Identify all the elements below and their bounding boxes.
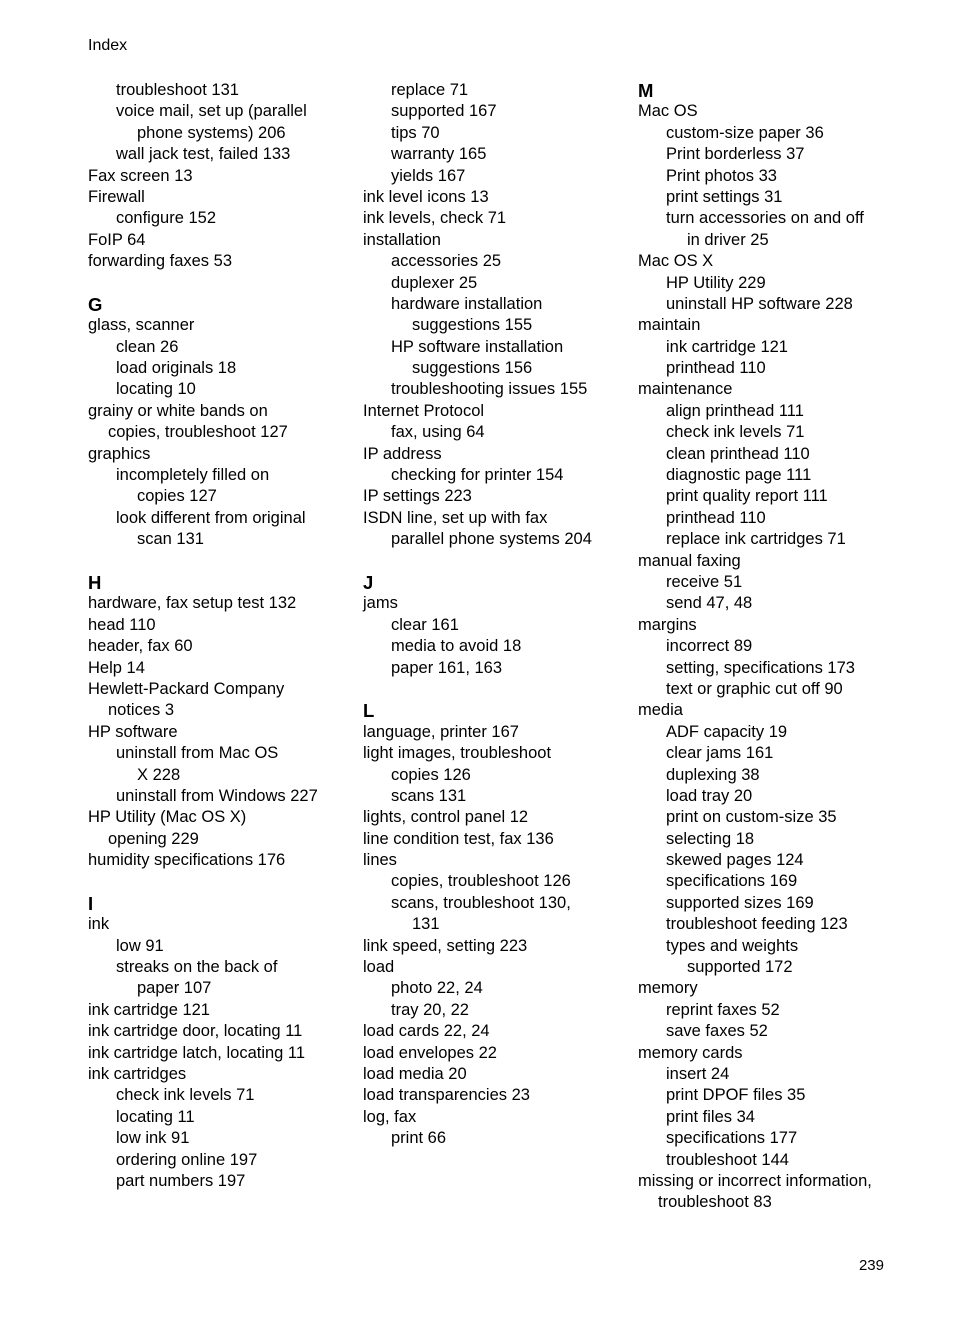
- index-section-letter: I: [88, 892, 94, 914]
- index-subentry: warranty 165: [391, 145, 487, 164]
- index-entry: grainy or white bands on: [88, 401, 268, 420]
- index-subentry: photo 22, 24: [391, 979, 483, 998]
- index-subentry: scans 131: [391, 786, 467, 805]
- index-subentry: suggestions 155: [412, 316, 533, 335]
- index-subentry: send 47, 48: [666, 594, 753, 613]
- index-subentry: troubleshoot 131: [116, 81, 239, 99]
- index-subentry: selecting 18: [666, 829, 755, 848]
- index-subentry: HP software installation: [391, 337, 564, 356]
- index-subentry: replace 71: [391, 81, 469, 99]
- index-entry: IP settings 223: [363, 487, 472, 506]
- index-entry: ink cartridge 121: [88, 1000, 210, 1019]
- index-entry: line condition test, fax 136: [363, 829, 554, 848]
- index-subentry: specifications 169: [666, 872, 798, 891]
- index-entry: Internet Protocol: [363, 401, 485, 420]
- index-subentry: parallel phone systems 204: [391, 530, 592, 549]
- index-entry: load cards 22, 24: [363, 1022, 490, 1041]
- index-subentry: look different from original: [116, 508, 306, 527]
- index-subentry: setting, specifications 173: [666, 658, 855, 677]
- index-entry: Hewlett-Packard Company: [88, 679, 285, 698]
- index-subentry: duplexer 25: [391, 273, 478, 292]
- index-subentry: fax, using 64: [391, 423, 485, 442]
- index-entry: media: [638, 701, 683, 720]
- index-entry: graphics: [88, 444, 151, 463]
- index-subentry: types and weights: [666, 936, 799, 955]
- index-subentry: copies 126: [391, 765, 471, 784]
- index-subentry: turn accessories on and off: [666, 209, 864, 228]
- index-entry: HP Utility (Mac OS X): [88, 808, 247, 827]
- index-entry: maintain: [638, 316, 701, 335]
- index-entry: humidity specifications 176: [88, 851, 286, 870]
- index-subentry: 131: [412, 915, 440, 934]
- index-subentry: checking for printer 154: [391, 466, 564, 485]
- index-subentry: check ink levels 71: [116, 1086, 255, 1105]
- index-subentry: supported sizes 169: [666, 893, 814, 912]
- index-subentry: Print photos 33: [666, 166, 777, 185]
- index-subentry: suggestions 156: [412, 359, 533, 378]
- index-entry: Fax screen 13: [88, 166, 193, 185]
- index-subentry: supported 172: [687, 958, 793, 977]
- index-column-3: [638, 80, 900, 1214]
- index-subentry: reprint faxes 52: [666, 1000, 780, 1019]
- index-entry: language, printer 167: [363, 722, 519, 741]
- index-subentry: copies 127: [137, 487, 217, 506]
- index-entry: jams: [363, 594, 398, 613]
- index-entry: load transparencies 23: [363, 1086, 530, 1105]
- index-subentry: load tray 20: [666, 786, 753, 805]
- index-entry: missing or incorrect information,: [638, 1171, 872, 1190]
- index-section-letter: M: [638, 80, 654, 101]
- index-entry: lights, control panel 12: [363, 808, 529, 827]
- index-subentry: save faxes 52: [666, 1022, 768, 1041]
- index-subentry: phone systems) 206: [137, 123, 286, 142]
- index-subentry: print quality report 111: [666, 487, 828, 506]
- index-entry: maintenance: [638, 380, 733, 399]
- index-section-letter: G: [88, 293, 103, 315]
- index-entry: copies, troubleshoot 127: [108, 423, 288, 442]
- index-entry: Mac OS X: [638, 252, 714, 271]
- index-entry: light images, troubleshoot: [363, 744, 552, 763]
- index-subentry: diagnostic page 111: [666, 466, 812, 485]
- index-subentry: streaks on the back of: [116, 958, 278, 977]
- index-subentry: specifications 177: [666, 1129, 798, 1148]
- index-subentry: part numbers 197: [116, 1171, 246, 1190]
- index-subentry: uninstall from Mac OS: [116, 744, 279, 763]
- index-subentry: paper 161, 163: [391, 658, 503, 677]
- index-subentry: print 66: [391, 1129, 447, 1148]
- index-subentry: replace ink cartridges 71: [666, 530, 846, 549]
- index-entry: load envelopes 22: [363, 1043, 497, 1062]
- index-entry: load: [363, 958, 395, 977]
- index-subentry: configure 152: [116, 209, 216, 228]
- index-subentry: duplexing 38: [666, 765, 760, 784]
- index-section-letter: J: [363, 571, 374, 593]
- index-entry: troubleshoot 83: [658, 1193, 772, 1212]
- index-entry: Mac OS: [638, 102, 698, 121]
- index-subentry: scans, troubleshoot 130,: [391, 893, 571, 912]
- index-subentry: wall jack test, failed 133: [116, 145, 291, 164]
- index-entry: Firewall: [88, 187, 145, 206]
- index-entry: glass, scanner: [88, 316, 195, 335]
- index-subentry: in driver 25: [687, 230, 769, 249]
- index-subentry: clean printhead 110: [666, 444, 810, 463]
- index-entry: Help 14: [88, 658, 145, 677]
- index-entry: load media 20: [363, 1064, 467, 1083]
- index-entry: ink cartridge latch, locating 11: [88, 1043, 306, 1062]
- index-subentry: incorrect 89: [666, 637, 753, 656]
- index-subentry: troubleshooting issues 155: [391, 380, 588, 399]
- index-subentry: incompletely filled on: [116, 466, 270, 485]
- index-entry: forwarding faxes 53: [88, 252, 232, 271]
- index-entry: manual faxing: [638, 551, 741, 570]
- index-entry: ink cartridge door, locating 11: [88, 1022, 303, 1041]
- index-subentry: tips 70: [391, 123, 440, 142]
- index-subentry: supported 167: [391, 102, 497, 121]
- index-subentry: check ink levels 71: [666, 423, 805, 442]
- index-subentry: troubleshoot 144: [666, 1150, 789, 1169]
- index-entry: ink levels, check 71: [363, 209, 507, 228]
- index-subentry: print settings 31: [666, 187, 783, 206]
- index-subentry: voice mail, set up (parallel: [116, 102, 307, 121]
- index-subentry: low ink 91: [116, 1129, 190, 1148]
- index-subentry: text or graphic cut off 90: [666, 679, 843, 698]
- index-entry: ink: [88, 915, 110, 934]
- index-subentry: troubleshoot feeding 123: [666, 915, 848, 934]
- index-subentry: receive 51: [666, 572, 743, 591]
- index-subentry: uninstall from Windows 227: [116, 786, 318, 805]
- index-subentry: load originals 18: [116, 359, 237, 378]
- index-subentry: paper 107: [137, 979, 212, 998]
- index-subentry: tray 20, 22: [391, 1000, 469, 1019]
- index-entry: installation: [363, 230, 441, 249]
- index-subentry: hardware installation: [391, 294, 543, 313]
- page-number: 239: [858, 1257, 884, 1274]
- index-subentry: custom-size paper 36: [666, 123, 824, 142]
- index-entry: lines: [363, 851, 397, 870]
- index-entry: header, fax 60: [88, 637, 193, 656]
- index-entry: notices 3: [108, 701, 175, 720]
- index-column-2: [363, 80, 625, 1150]
- index-entry: head 110: [88, 615, 156, 634]
- index-entry: memory cards: [638, 1043, 743, 1062]
- running-head: Index: [88, 37, 128, 54]
- index-subentry: Print borderless 37: [666, 145, 805, 164]
- index-subentry: low 91: [116, 936, 164, 955]
- index-subentry: printhead 110: [666, 359, 766, 378]
- index-entry: opening 229: [108, 829, 199, 848]
- index-entry: ISDN line, set up with fax: [363, 508, 548, 527]
- index-subentry: X 228: [137, 765, 181, 784]
- index-entry: margins: [638, 615, 697, 634]
- index-subentry: yields 167: [391, 166, 466, 185]
- index-subentry: align printhead 111: [666, 401, 804, 420]
- index-column-1: [88, 80, 350, 1192]
- index-subentry: accessories 25: [391, 252, 502, 271]
- index-entry: link speed, setting 223: [363, 936, 528, 955]
- index-subentry: clear 161: [391, 615, 459, 634]
- index-entry: memory: [638, 979, 698, 998]
- index-entry: log, fax: [363, 1107, 417, 1126]
- index-subentry: uninstall HP software 228: [666, 294, 853, 313]
- index-subentry: printhead 110: [666, 508, 766, 527]
- index-entry: hardware, fax setup test 132: [88, 594, 297, 613]
- index-subentry: clear jams 161: [666, 744, 774, 763]
- index-subentry: copies, troubleshoot 126: [391, 872, 571, 891]
- index-subentry: print files 34: [666, 1107, 755, 1126]
- index-entry: ink cartridges: [88, 1064, 187, 1083]
- index-subentry: HP Utility 229: [666, 273, 766, 292]
- index-subentry: print on custom-size 35: [666, 808, 837, 827]
- index-subentry: skewed pages 124: [666, 851, 804, 870]
- index-entry: ink level icons 13: [363, 187, 489, 206]
- index-section-letter: L: [363, 700, 375, 722]
- index-entry: FoIP 64: [88, 230, 146, 249]
- index-subentry: ink cartridge 121: [666, 337, 788, 356]
- index-section-letter: H: [88, 571, 102, 593]
- index-entry: IP address: [363, 444, 442, 463]
- index-subentry: locating 10: [116, 380, 196, 399]
- index-subentry: clean 26: [116, 337, 179, 356]
- index-subentry: ordering online 197: [116, 1150, 258, 1169]
- index-subentry: print DPOF files 35: [666, 1086, 806, 1105]
- index-subentry: scan 131: [137, 530, 204, 549]
- index-subentry: locating 11: [116, 1107, 195, 1126]
- index-subentry: insert 24: [666, 1064, 730, 1083]
- index-subentry: media to avoid 18: [391, 637, 522, 656]
- index-subentry: ADF capacity 19: [666, 722, 788, 741]
- index-entry: HP software: [88, 722, 178, 741]
